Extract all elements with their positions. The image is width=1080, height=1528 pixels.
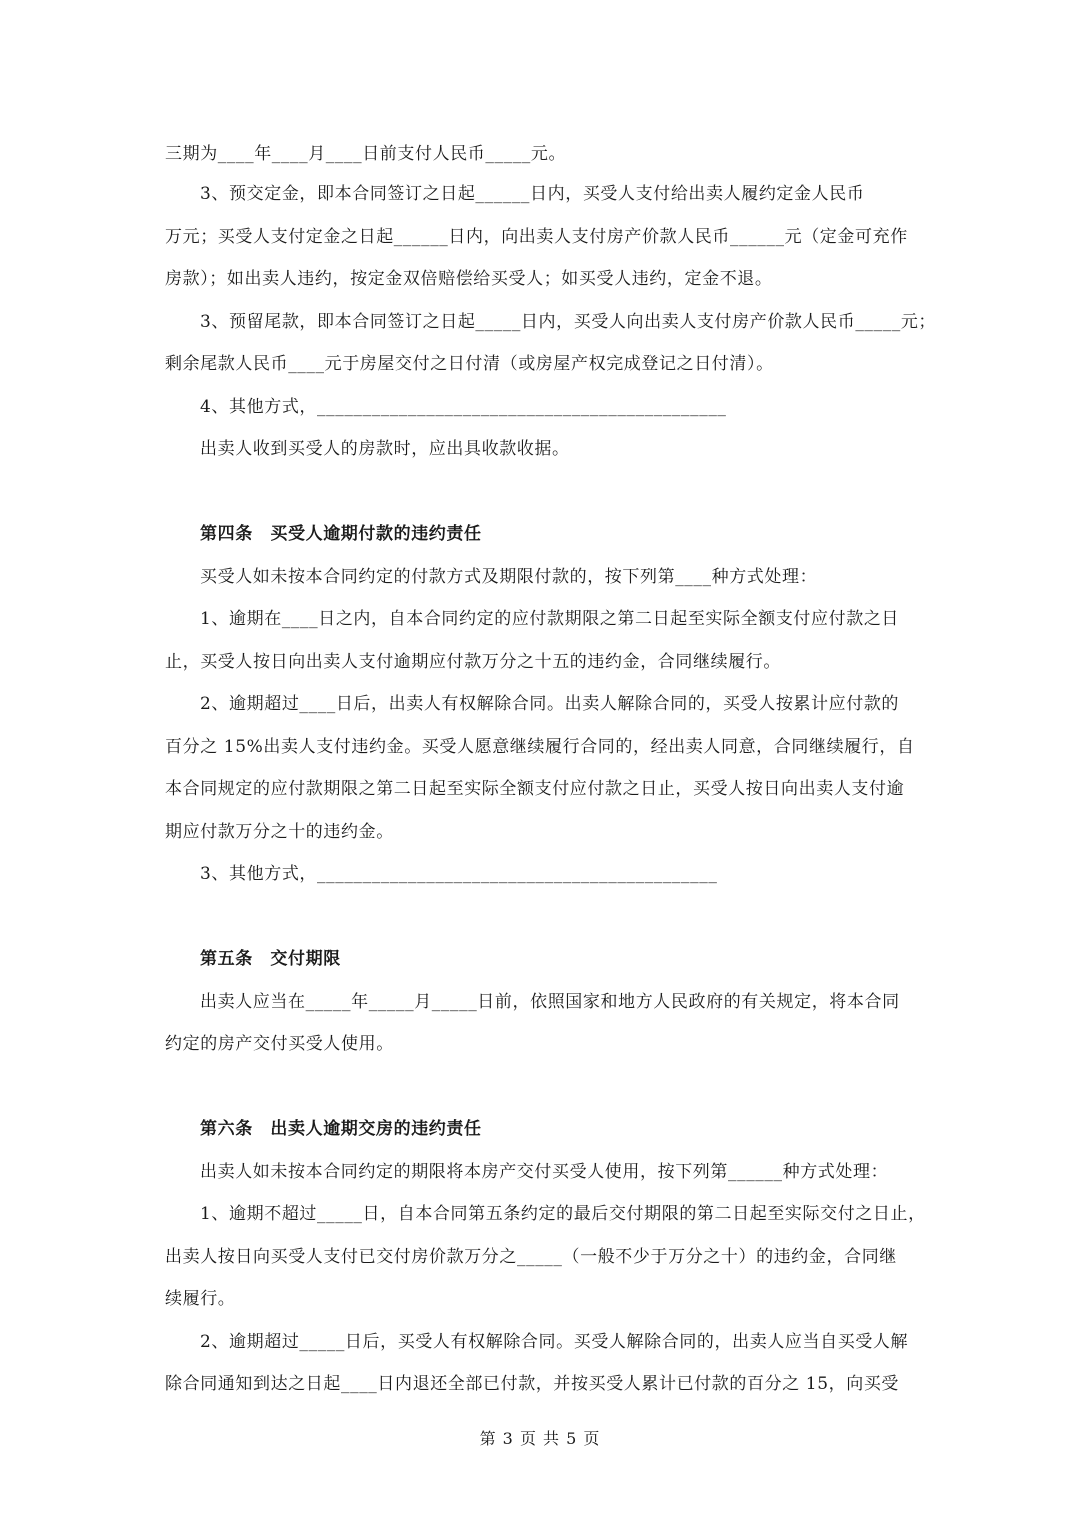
paragraph-line: 百分之 15%出卖人支付违约金。买受人愿意继续履行合同的，经出卖人同意，合同继续履行，自 bbox=[165, 737, 915, 757]
paragraph-line: 出卖人收到买受人的房款时，应出具收款收据。 bbox=[200, 439, 570, 459]
paragraph-line: 4、其他方式，_____________________________________________ bbox=[200, 397, 727, 417]
paragraph-line: 2、逾期超过____日后，出卖人有权解除合同。出卖人解除合同的，买受人按累计应付款的 bbox=[200, 694, 900, 714]
paragraph-line: 3、预交定金，即本合同签订之日起______日内，买受人支付给出卖人履约定金人民币 bbox=[200, 184, 865, 204]
section-heading: 第五条 交付期限 bbox=[200, 949, 341, 969]
paragraph-line: 出卖人如未按本合同约定的期限将本房产交付买受人使用，按下列第______种方式处理： bbox=[200, 1162, 889, 1182]
page-number-footer: 第 3 页 共 5 页 bbox=[479, 1429, 601, 1448]
paragraph-line: 续履行。 bbox=[165, 1289, 236, 1309]
paragraph-line: 1、逾期不超过_____日，自本合同第五条约定的最后交付期限的第二日起至实际交付之日止， bbox=[200, 1204, 926, 1224]
section-heading: 第六条 出卖人逾期交房的违约责任 bbox=[200, 1119, 482, 1139]
paragraph-line: 出卖人按日向买受人支付已交付房价款万分之_____（一般不少于万分之十）的违约金，合同继 bbox=[165, 1247, 897, 1267]
paragraph-line: 期应付款万分之十的违约金。 bbox=[165, 822, 394, 842]
paragraph-line: 房款）；如出卖人违约，按定金双倍赔偿给买受人；如买受人违约，定金不退。 bbox=[165, 269, 773, 289]
paragraph-line: 本合同规定的应付款期限之第二日起至实际全额支付应付款之日止，买受人按日向出卖人支付逾 bbox=[165, 779, 905, 799]
paragraph-line: 三期为____年____月____日前支付人民币_____元。 bbox=[165, 144, 567, 164]
paragraph-line: 约定的房产交付买受人使用。 bbox=[165, 1034, 394, 1054]
paragraph-line: 1、逾期在____日之内，自本合同约定的应付款期限之第二日起至实际全额支付应付款之日 bbox=[200, 609, 900, 629]
paragraph-line: 止，买受人按日向出卖人支付逾期应付款万分之十五的违约金，合同继续履行。 bbox=[165, 652, 781, 672]
paragraph-line: 除合同通知到达之日起____日内退还全部已付款，并按买受人累计已付款的百分之 15，向买受 bbox=[165, 1374, 900, 1394]
paragraph-line: 出卖人应当在_____年_____月_____日前，依照国家和地方人民政府的有关规定，将本合同 bbox=[200, 992, 900, 1012]
paragraph-line: 2、逾期超过_____日后，买受人有权解除合同。买受人解除合同的，出卖人应当自买受人解 bbox=[200, 1332, 909, 1352]
paragraph-line: 3、其他方式，____________________________________________ bbox=[200, 864, 718, 884]
paragraph-line: 剩余尾款人民币____元于房屋交付之日付清（或房屋产权完成登记之日付清）。 bbox=[165, 354, 774, 374]
section-heading: 第四条 买受人逾期付款的违约责任 bbox=[200, 524, 482, 544]
paragraph-line: 买受人如未按本合同约定的付款方式及期限付款的，按下列第____种方式处理： bbox=[200, 567, 818, 587]
paragraph-line: 3、预留尾款，即本合同签订之日起_____日内，买受人向出卖人支付房产价款人民币_____元； bbox=[200, 312, 937, 332]
paragraph-line: 万元；买受人支付定金之日起______日内，向出卖人支付房产价款人民币______元（定金可充作 bbox=[165, 227, 908, 247]
